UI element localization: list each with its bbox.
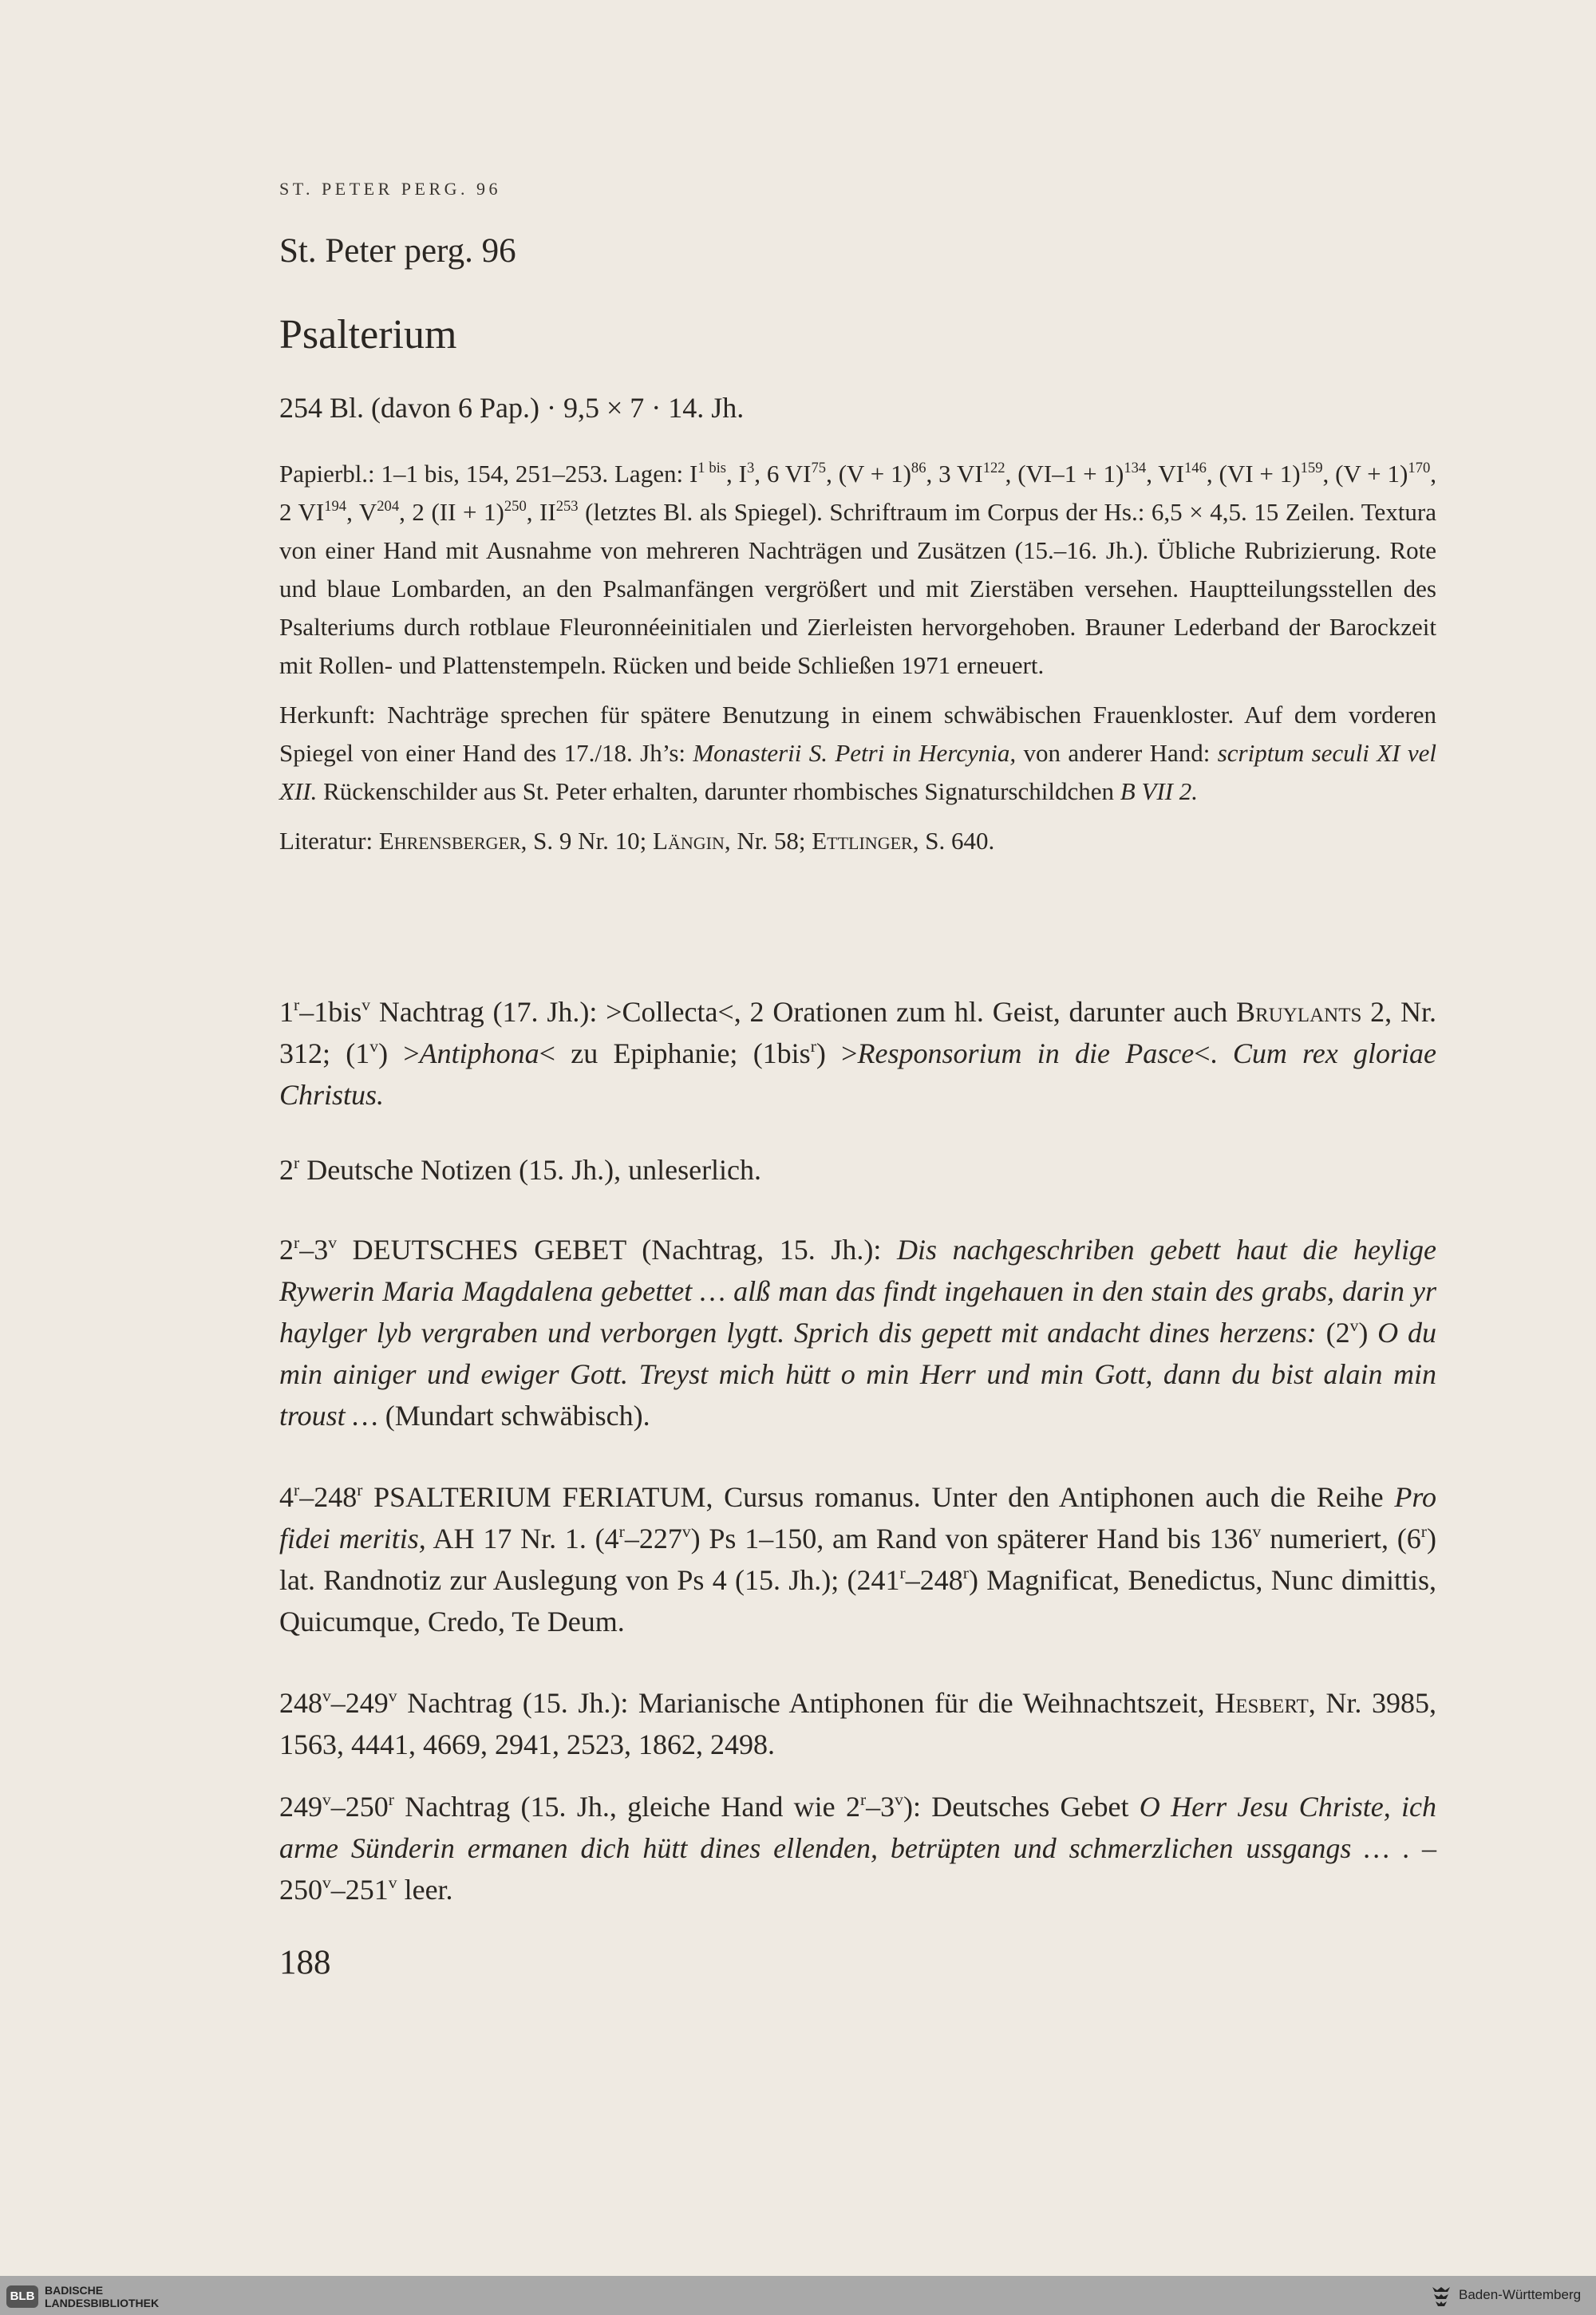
- content-entry-5: 248$^v$–249$^v$ Nachtrag (15. Jh.): Marianische Antiphonen für die Weihnachtszeit, Hesbert, Nr. 3985, 1563, 4441, 4669, 2941, 2523, 1862, 2498.: [279, 1685, 1436, 1760]
- literature: Literatur: Ehrensberger, S. 9 Nr. 10; Längin, Nr. 58; Ettlinger, S. 640.: [279, 827, 995, 855]
- content-entry-4: 4$^r$–248$^r$ PSALTERIUM FERIATUM, Cursus romanus. Unter den Antiphonen auch die Reihe Pro fidei meritis, AH 17 Nr. 1. (4$^r$–227$^v$) Ps 1–150, am Rand von späterer Hand bis 136$^v$ numeriert, (6$^r$) lat. Randnotiz zur Auslegung von Ps 4 (15. Jh.); (241$^r$–248$^r$) Magnificat, Benedictus, Nunc dimittis, Quicumque, Credo, Te Deum.: [279, 1479, 1436, 1637]
- state-name: Baden-Württemberg: [1459, 2287, 1582, 2302]
- page-number: 188: [279, 1944, 331, 1981]
- content-entry-3: 2$^r$–3$^v$ DEUTSCHES GEBET (Nachtrag, 15. Jh.): Dis nachgeschriben gebett haut die heylige Rywerin Maria Magdalena gebettet … alß man das findt ingehauen in den stain des grabs, darin yr haylger lyb vergraben und verborgen lygtt. Sprich dis gepett mit andacht dines herzens: (2$^v$) O du min ainiger und ewiger Gott. Treyst mich hütt o min Herr und min Gott, dann du bist alain min troust … (Mundart schwäbisch).: [279, 1232, 1436, 1432]
- library-name-line2: LANDESBIBLIOTHEK: [45, 2297, 160, 2309]
- library-name-line1: BADISCHE: [45, 2284, 104, 2297]
- library-name: [45, 2284, 159, 2309]
- manuscript-extent: 254 Bl. (davon 6 Pap.) · 9,5 × 7 · 14. Jh.: [279, 392, 745, 424]
- baden-wuerttemberg-emblem-icon: [1430, 2284, 1452, 2308]
- codicological-description: [279, 455, 1436, 871]
- content-entry-1: 1$^r$–1bis$^v$ Nachtrag (17. Jh.): >Collecta<, 2 Orationen zum hl. Geist, darunter auch Bruylants 2, Nr. 312; $(1^v)$ >Antiphona< zu Epiphanie; (1bis$^r$) >Responsorium in die Pasce<. Cum rex gloriae Christus.: [279, 994, 1437, 1111]
- provenance: Herkunft: Nachträge sprechen für spätere Benutzung in einem schwäbischen Frauenkloster. Auf dem vorderen Spiegel von einer Hand des 17./18. Jh’s: Monasterii S. Petri in Hercynia, von anderer Hand: scriptum seculi XI vel XII. Rückenschilder aus St. Peter erhalten, darunter rhombisches Signaturschildchen B VII 2.: [279, 701, 1436, 805]
- shelfmark-heading: St. Peter perg. 96: [279, 232, 516, 270]
- blb-logo-icon: BLB: [6, 2285, 38, 2308]
- content-entry-6: 249$^v$–250$^r$ Nachtrag (15. Jh., gleiche Hand wie 2$^r$–3$^v$): Deutsches Gebet O Herr Jesu Christe, ich arme Sünderin ermanen dich hütt dines ellenden, betrüpten und schmerzlichen ussgangs … . – 250$^v$–251$^v$ leer.: [279, 1789, 1437, 1906]
- physical-description: Papierbl.: 1–1 bis, 154, 251–253. Lagen: $I^{1 bis}$, $I^3$, 6 VI$^{75}$, $(V + 1)^{86}$, 3 VI$^{122}$, $(VI-1 + 1)^{134}$, VI$^{146}$, (VI + 1)$^{159}$, $(V + 1)^{170}$, 2 VI$^{194}$, $V^{204}$, 2 (II + 1)$^{250}$, II$^{253}$ (letztes Bl. als Spiegel). Schriftraum im Corpus der Hs.: 6,5 × 4,5. 15 Zeilen. Textura von einer Hand mit Ausnahme von mehreren Nachträgen und Zusätzen (15.–16. Jh.). Übliche Rubrizierung. Rote und blaue Lombarden, an den Psalmanfängen vergrößert und mit Zierstäben versehen. Hauptteilungsstellen des Psalteriums durch rotblaue Fleuronnéeinitialen und Zierleisten hervorgehoben. Brauner Lederband der Barockzeit mit Rollen- und Plattenstempeln. Rücken und beide Schließen 1971 erneuert.: [279, 459, 1436, 679]
- page-title: Psalterium: [279, 312, 457, 358]
- running-head: ST. PETER PERG. 96: [279, 179, 502, 199]
- content-entry-2: 2$^r$ Deutsche Notizen (15. Jh.), unleserlich.: [279, 1152, 762, 1186]
- viewer-footer: [0, 2276, 1596, 2315]
